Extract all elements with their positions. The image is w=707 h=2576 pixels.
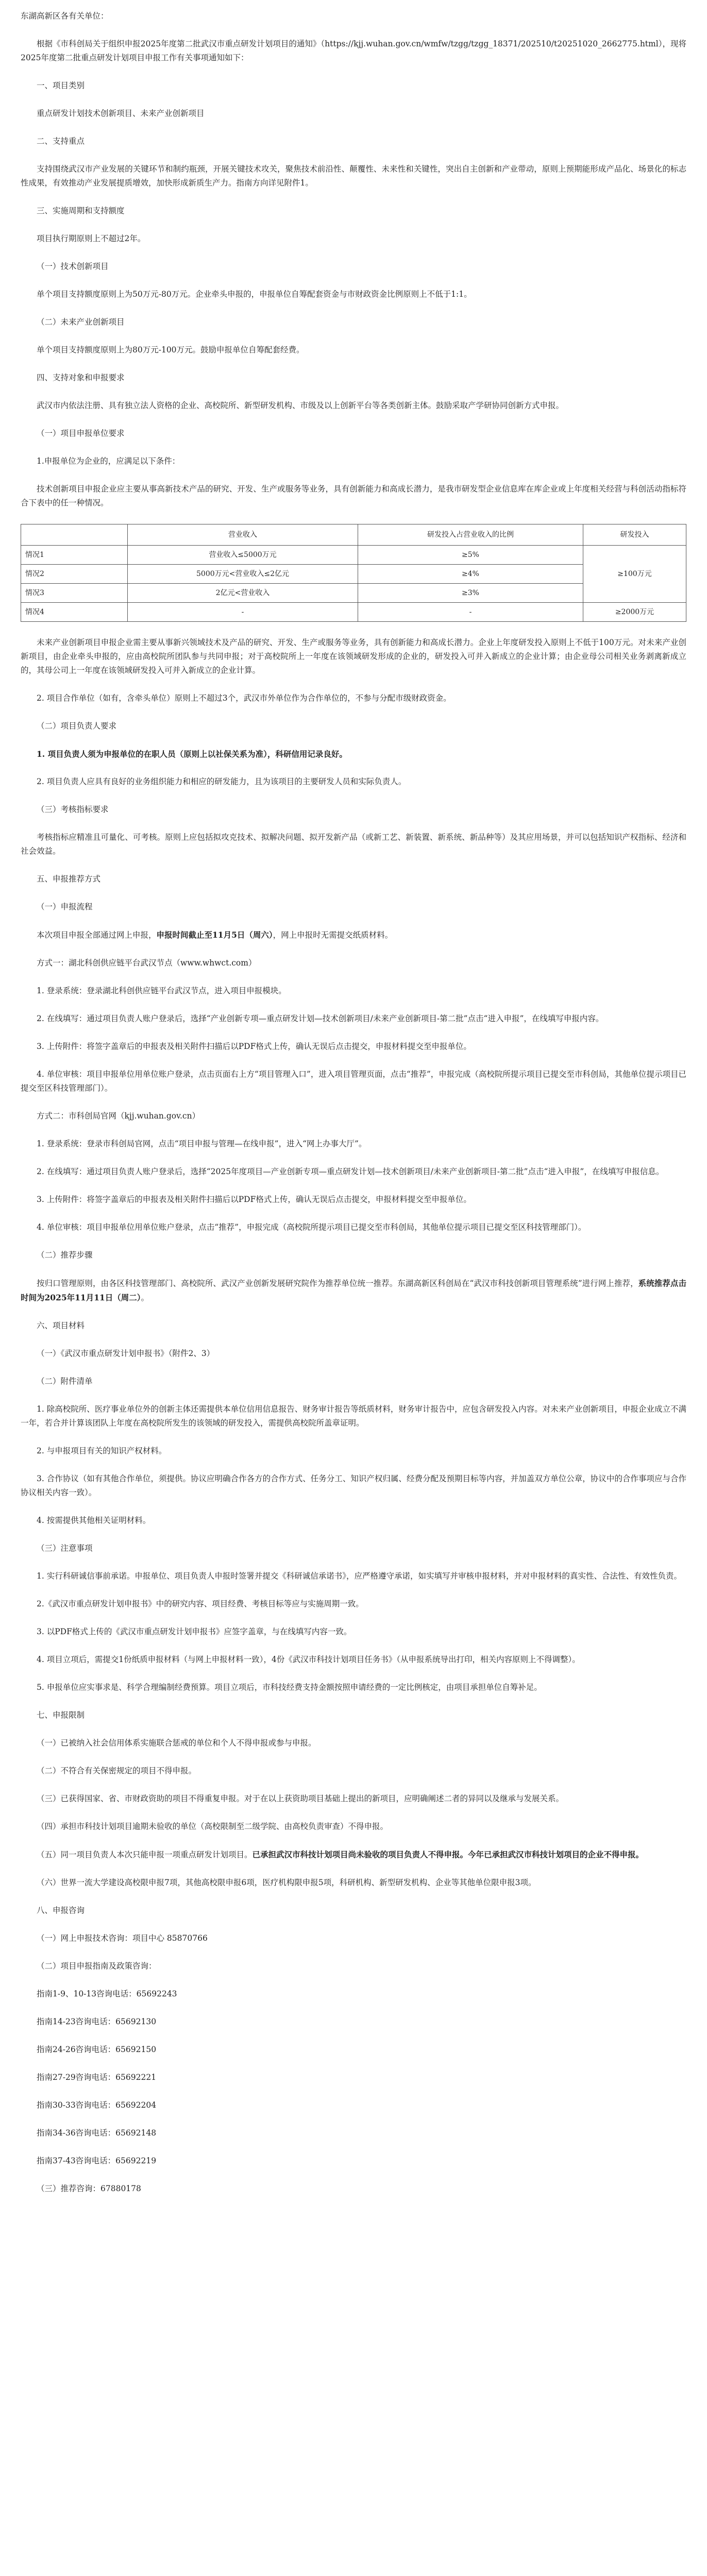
table-cell: ≥2000万元 (583, 603, 686, 622)
section-6-text-3: 3. 合作协议（如有其他合作单位，须提供。协议应明确合作各方的合作方式、任务分工、知识产权归属、经费分配及预期目标等内容，并加盖双方单位公章，协议中的合作事项应与合作协议相关内容一致）。 (21, 1474, 686, 1497)
consult-policy: （二）项目申报指南及政策咨询： (37, 1961, 157, 1971)
consult-line: 指南1-9、10-13咨询电话：65692243 (37, 1989, 177, 1998)
method-2-step-3: 3. 上传附件：将签字盖章后的申报表及相关附件扫描后以PDF格式上传，确认无误后点击提交，申报材料提交至申报单位。 (37, 1195, 472, 1204)
method-2-step-2: 2. 在线填写：通过项目负责人账户登录后，选择“2025年度项目—产业创新专项—重点研发计划—技术创新项目/未来产业创新项目-第二批”点击“进入申报”，在线填写申报信息。 (37, 1167, 664, 1176)
section-4-text-1: 武汉市内依法注册、具有独立法人资格的企业、高校院所、新型研发机构、市级及以上创新平台等各类创新主体。鼓励采取产学研协同创新方式申报。 (37, 401, 564, 410)
table-header-cell: 研发投入 (583, 524, 686, 546)
consult-line: 指南27-29咨询电话：65692221 (37, 2073, 157, 2082)
table-header-cell: 研发投入占营业收入的比例 (358, 524, 583, 546)
section-2-heading: 二、支持重点 (37, 137, 85, 146)
method-1-step-2: 2. 在线填写：通过项目负责人账户登录后，选择“产业创新专项—重点研发计划—技术创新项目/未来产业创新项目-第二批”点击“进入申报”，在线填写申报内容。 (37, 1014, 604, 1023)
section-6-sub-3: （三）注意事项 (37, 1544, 93, 1553)
table-cell: ≥4% (358, 565, 583, 584)
section-5-text-1 (21, 928, 686, 942)
consult-line: 指南14-23咨询电话：65692130 (37, 2017, 157, 2026)
section-3-heading: 三、实施周期和支持额度 (37, 206, 125, 215)
deadline-text: 申报时间截止至11月5日（周六） (156, 930, 273, 940)
table-row (21, 603, 686, 622)
section-5-sub-2: （二）推荐步骤 (37, 1250, 93, 1260)
table-cell: 情况4 (21, 603, 128, 622)
section-4-text-7: 2. 项目负责人应具有良好的业务组织能力和相应的研发能力，且为该项目的主要研发人员和实际负责人。 (37, 777, 407, 786)
section-1-text: 重点研发计划技术创新项目、未来产业创新项目 (37, 109, 205, 118)
section-7-text-2: （二）不符合有关保密规定的项目不得申报。 (37, 1766, 197, 1775)
deadline-prefix: 本次项目申报全部通过网上申报， (37, 930, 157, 940)
method-1-step-1: 1. 登录系统：登录湖北科创供应链平台武汉节点，进入项目申报模块。 (37, 986, 287, 995)
section-4-text-3: 技术创新项目申报企业应主要从事高新技术产品的研究、开发、生产或服务等业务，具有创新能力和高成长潜力，是我市研发型企业信息库在库企业或上年度相关经营与科创活动指标符合下表中的任一种情况。 (21, 484, 686, 507)
section-7-text-6: （六）世界一流大学建设高校限申报7项，其他高校限申报6项，医疗机构限申报5项，科研机构、新型研发机构、企业等其他单位限申报3项。 (37, 1878, 536, 1887)
section-4-text-5: 2. 项目合作单位（如有，含牵头单位）原则上不超过3个，武汉市外单位作为合作单位的，不参与分配市级财政资金。 (37, 693, 451, 703)
section-7-text-4: （四）承担市科技计划项目逾期未验收的单位（高校限制至二级学院、由高校负责审查）不得申报。 (37, 1822, 389, 1831)
section-3-sub-1: （一）技术创新项目 (37, 262, 109, 271)
section-3-sub-2: （二）未来产业创新项目 (37, 317, 125, 327)
section-4-sub-3: （三）考核指标要求 (37, 805, 109, 814)
method-1-title: 方式一：湖北科创供应链平台武汉节点（www.whwct.com） (37, 958, 257, 968)
table-cell: ≥3% (358, 584, 583, 603)
method-2-step-1: 1. 登录系统：登录市科创局官网，点击“项目申报与管理—在线申报”，进入“网上办事大厅”。 (37, 1139, 367, 1148)
section-7-heading: 七、申报限制 (37, 1710, 85, 1720)
section-6-text-2: 2. 与申报项目有关的知识产权材料。 (37, 1446, 167, 1455)
section-6-sub-2: （二）附件清单 (37, 1377, 93, 1386)
section-6-text-8: 4. 项目立项后，需提交1份纸质申报材料（与网上申报材料一致），4份《武汉市科技计划项目任务书》（从申报系统导出打印，相关内容原则上不得调整）。 (37, 1655, 580, 1664)
recommend-suffix: 。 (141, 1293, 149, 1302)
consult-tech: （一）网上申报技术咨询：项目中心 85870766 (37, 1934, 208, 1943)
section-7-text-3: （三）已获得国家、省、市财政资助的项目不得重复申报。对于在以上获资助项目基础上提出的新项目，应明确阐述二者的异同以及继承与发展关系。 (37, 1794, 564, 1803)
table-cell: 2亿元<营业收入 (128, 584, 358, 603)
intro-paragraph: 根据《市科创局关于组织申报2025年度第二批武汉市重点研发计划项目的通知》（https://kjj.wuhan.gov.cn/wmfw/tzgg/tzgg_18371/202510/t20251020_2662775.html），现将2025年度第二批重点研发计划项目申报工作有关事项通知如下： (21, 39, 686, 62)
consult-line: 指南30-33咨询电话：65692204 (37, 2100, 157, 2110)
section-6-sub-1: （一）《武汉市重点研发计划申报书》（附件2、3） (37, 1349, 215, 1358)
section-6-text-6: 2.《武汉市重点研发计划申报书》中的研究内容、项目经费、考核目标等应与实施周期一致。 (37, 1599, 364, 1608)
section-3-text-2: 单个项目支持额度原则上为50万元-80万元。企业牵头申报的，申报单位自筹配套资金与市财政资金比例原则上不低于1:1。 (37, 290, 472, 299)
section-5-heading: 五、申报推荐方式 (37, 874, 101, 884)
table-header-cell: 营业收入 (128, 524, 358, 546)
section-7-text-5 (21, 1848, 686, 1862)
consult-line: 指南37-43咨询电话：65692219 (37, 2156, 157, 2165)
section-8-heading: 八、申报咨询 (37, 1906, 85, 1915)
table-cell: ≥5% (358, 546, 583, 565)
section-5-text-2 (21, 1276, 686, 1305)
section-4-text-8: 考核指标应精准且可量化、可考核。原则上应包括拟攻克技术、拟解决问题、拟开发新产品（或新工艺、新装置、新系统、新品种等）及其应用场景，并可以包括知识产权指标、经济和社会效益。 (21, 833, 686, 856)
table-cell-merged: ≥100万元 (583, 546, 686, 603)
section-7-text-1: （一）已被纳入社会信用体系实施联合惩戒的单位和个人不得申报或参与申报。 (37, 1738, 316, 1748)
greeting: 东湖高新区各有关单位： (21, 11, 109, 21)
section-6-text-1: 1. 除高校院所、医疗事业单位外的创新主体还需提供本单位信用信息报告、财务审计报告等纸质材料，财务审计报告中，应包含研发投入内容。对未来产业创新项目，申报企业成立不满一年，若合并计算该团队上年度在高校院所发生的该领域的研发投入，需提供高校院所盖章证明。 (21, 1404, 686, 1428)
section-3-text-1: 项目执行期原则上不超过2年。 (37, 234, 146, 243)
section-2-text: 支持围绕武汉市产业发展的关键环节和制约瓶颈，开展关键技术攻关，聚焦技术前沿性、颠覆性、未来性和关键性，突出自主创新和产业带动，原则上预期能形成产品化、场景化的标志性成果，有效推动产业发展提质增效，加快形成新质生产力。指南方向详见附件1。 (21, 164, 686, 188)
table-cell: 情况1 (21, 546, 128, 565)
consult-line: 指南34-36咨询电话：65692148 (37, 2128, 157, 2138)
section-4-sub-1: （一）项目申报单位要求 (37, 429, 125, 438)
section-6-text-7: 3. 以PDF格式上传的《武汉市重点研发计划申报书》应签字盖章，与在线填写内容一致。 (37, 1627, 352, 1636)
section-6-text-5: 1. 实行科研诚信事前承诺。申报单位、项目负责人申报时签署并提交《科研诚信承诺书》，应严格遵守承诺，如实填写并审核申报材料，并对申报材料的真实性、合法性、有效性负责。 (37, 1571, 682, 1581)
table-cell: 情况3 (21, 584, 128, 603)
section-6-text-9: 5. 申报单位应实事求是、科学合理编制经费预算。项目立项后，市科技经费支持金额按照申请经费的一定比例核定，由项目承担单位自筹补足。 (37, 1683, 542, 1692)
table-cell: - (358, 603, 583, 622)
section-4-heading: 四、支持对象和申报要求 (37, 373, 125, 382)
section-6-heading: 六、项目材料 (37, 1321, 85, 1330)
deadline-suffix: ，网上申报时无需提交纸质材料。 (273, 930, 393, 940)
method-1-step-4: 4. 单位审核：项目申报单位用单位账户登录，点击页面右上方“项目管理入口”，进入项目管理页面，点击“推荐”，申报完成（高校院所提示项目已提交至市科创局，其他单位提示项目已提交至区科技管理部门）。 (21, 1070, 686, 1093)
section-6-text-4: 4. 按需提供其他相关证明材料。 (37, 1516, 151, 1525)
limit-5-bold: 已承担武汉市科技计划项目尚未验收的项目负责人不得申报。今年已承担武汉市科技计划项目的企业不得申报。 (252, 1850, 644, 1859)
table-cell: - (128, 603, 358, 622)
method-1-step-3: 3. 上传附件：将签字盖章后的申报表及相关附件扫描后以PDF格式上传，确认无误后点击提交，申报材料提交至申报单位。 (37, 1042, 472, 1051)
eligibility-table (21, 524, 686, 622)
table-cell: 情况2 (21, 565, 128, 584)
section-5-sub-1: （一）申报流程 (37, 902, 93, 911)
method-2-title: 方式二：市科创局官网（kjj.wuhan.gov.cn） (37, 1111, 200, 1121)
section-4-text-6: 1. 项目负责人须为申报单位的在职人员（原则上以社保关系为准），科研信用记录良好。 (37, 749, 347, 759)
table-cell: 营业收入≤5000万元 (128, 546, 358, 565)
table-cell: 5000万元<营业收入≤2亿元 (128, 565, 358, 584)
section-3-text-3: 单个项目支持额度原则上为80万元-100万元。鼓励申报单位自筹配套经费。 (37, 345, 305, 354)
section-4-text-4: 未来产业创新项目申报企业需主要从事新兴领域技术及产品的研究、开发、生产或服务等业务，具有创新能力和高成长潜力。企业上年度研发投入原则上不低于100万元。对未来产业创新项目，由企业牵头申报的，应由高校院所团队参与共同申报；对于高校院所上一年度在该领域研发形成的企业的，研发投入可并入新成立的企业计算；由企业母公司相关业务剥离新成立的，其母公司上一年度在该领域研发投入可并入新成立的企业计算。 (21, 638, 686, 675)
method-2-step-4: 4. 单位审核：项目申报单位用单位账户登录，点击“推荐”，申报完成（高校院所提示项目已提交至市科创局，其他单位提示项目已提交至区科技管理部门）。 (37, 1223, 586, 1232)
limit-5-prefix: （五）同一项目负责人本次只能申报一项重点研发计划项目。 (37, 1850, 252, 1859)
table-header-cell (21, 524, 128, 546)
consult-line: 指南24-26咨询电话：65692150 (37, 2045, 157, 2054)
section-4-text-2: 1.申报单位为企业的，应满足以下条件： (37, 456, 180, 466)
consult-recommend: （三）推荐咨询：67880178 (37, 2184, 141, 2193)
recommend-prefix: 按归口管理原则，由各区科技管理部门、高校院所、武汉产业创新发展研究院作为推荐单位统一推荐。东湖高新区科创局在“武汉市科技创新项目管理系统”进行网上推荐， (37, 1279, 638, 1288)
table-row (21, 546, 686, 565)
recommend-deadline: 系统推荐点击时间为2025年11月11日（周二） (21, 1278, 686, 1302)
section-4-sub-2: （二）项目负责人要求 (37, 721, 117, 731)
table-header-row (21, 524, 686, 546)
section-1-heading: 一、项目类别 (37, 81, 85, 90)
